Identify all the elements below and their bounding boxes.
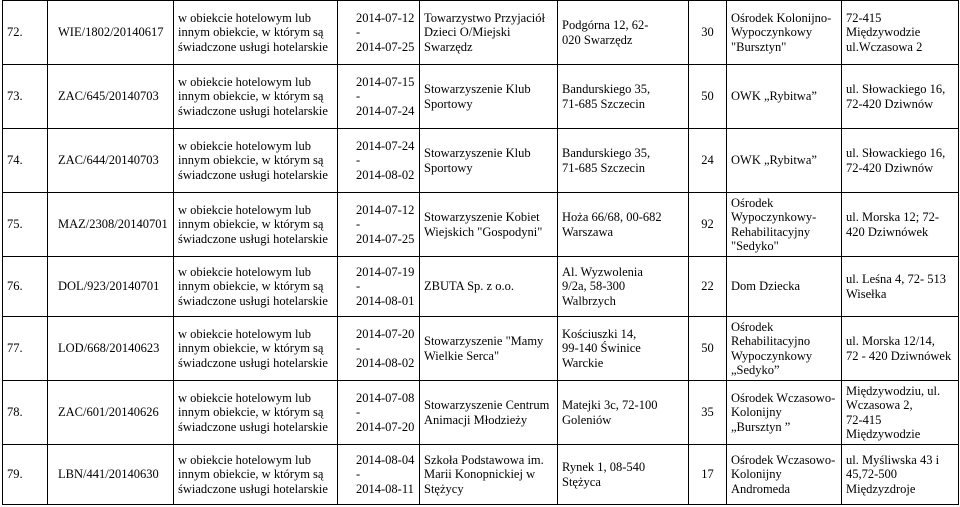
accommodation-type: w obiekcie hotelowym lub innym obiekcie, w którym są świadczone usługi hotelarskie [174,65,338,129]
date-range: 2014-07-12 - 2014-07-25 [338,193,420,257]
facility-address: ul. Słowackiego 16, 72-420 Dziwnów [842,129,959,193]
reference-number: DOL/923/20140701 [48,257,174,317]
facility-name: Dom Dziecka [727,257,842,317]
participant-count: 17 [689,445,727,505]
row-number: 73. [3,65,48,129]
accommodation-type: w obiekcie hotelowym lub innym obiekcie, w którym są świadczone usługi hotelarskie [174,317,338,381]
participant-count: 50 [689,65,727,129]
reference-number: MAZ/2308/20140701 [48,193,174,257]
date-range: 2014-07-19 - 2014-08-01 [338,257,420,317]
date-range: 2014-08-04 - 2014-08-11 [338,445,420,505]
facility-address: Międzywodziu, ul. Wczasowa 2, 72-415 Międzywodzie [842,381,959,445]
participant-count: 92 [689,193,727,257]
row-number: 74. [3,129,48,193]
organizer-address: Bandurskiego 35, 71-685 Szczecin [558,129,689,193]
participant-count: 50 [689,317,727,381]
accommodation-type: w obiekcie hotelowym lub innym obiekcie, w którym są świadczone usługi hotelarskie [174,1,338,65]
organizer-name: Stowarzyszenie "Mamy Wielkie Serca" [420,317,558,381]
table-row [3,445,959,505]
date-range: 2014-07-20 - 2014-08-02 [338,317,420,381]
row-number: 79. [3,445,48,505]
organizer-name: Stowarzyszenie Klub Sportowy [420,129,558,193]
date-range: 2014-07-08 - 2014-07-20 [338,381,420,445]
participant-count: 22 [689,257,727,317]
facility-name: Ośrodek Wypoczynkowy- Rehabilitacyjny "Sedyko" [727,193,842,257]
table-body [3,1,959,505]
organizer-address: Bandurskiego 35, 71-685 Szczecin [558,65,689,129]
reference-number: LOD/668/20140623 [48,317,174,381]
row-number: 78. [3,381,48,445]
row-number: 75. [3,193,48,257]
table-row [3,1,959,65]
organizer-name: Stowarzyszenie Klub Sportowy [420,65,558,129]
facility-name: Ośrodek Wczasowo- Kolonijny Andromeda [727,445,842,505]
table-row [3,193,959,257]
facility-address: ul. Morska 12; 72- 420 Dziwnówek [842,193,959,257]
table-row [3,257,959,317]
reference-number: WIE/1802/20140617 [48,1,174,65]
date-range: 2014-07-24 - 2014-08-02 [338,129,420,193]
camps-register-table [2,0,959,505]
organizer-address: Al. Wyzwolenia 9/2a, 58-300 Walbrzych [558,257,689,317]
participant-count: 35 [689,381,727,445]
participant-count: 24 [689,129,727,193]
facility-address: ul. Słowackiego 16, 72-420 Dziwnów [842,65,959,129]
organizer-name: Stowarzyszenie Kobiet Wiejskich "Gospodyni" [420,193,558,257]
date-range: 2014-07-12 - 2014-07-25 [338,1,420,65]
organizer-name: Stowarzyszenie Centrum Animacji Młodzieży [420,381,558,445]
reference-number: ZAC/645/20140703 [48,65,174,129]
table-row [3,381,959,445]
organizer-name: Szkoła Podstawowa im. Marii Konopnickiej w Stężycy [420,445,558,505]
facility-name: OWK „Rybitwa” [727,65,842,129]
table-row [3,317,959,381]
facility-name: OWK „Rybitwa” [727,129,842,193]
accommodation-type: w obiekcie hotelowym lub innym obiekcie, w którym są świadczone usługi hotelarskie [174,445,338,505]
table-row [3,65,959,129]
facility-name: Ośrodek Wczasowo- Kolonijny „Bursztyn ” [727,381,842,445]
organizer-address: Hoża 66/68, 00-682 Warszawa [558,193,689,257]
accommodation-type: w obiekcie hotelowym lub innym obiekcie, w którym są świadczone usługi hotelarskie [174,257,338,317]
facility-address: ul. Morska 12/14, 72 - 420 Dziwnówek [842,317,959,381]
row-number: 77. [3,317,48,381]
reference-number: LBN/441/20140630 [48,445,174,505]
facility-name: Ośrodek Kolonijno- Wypoczynkowy "Bursztyn" [727,1,842,65]
organizer-address: Matejki 3c, 72-100 Goleniów [558,381,689,445]
organizer-address: Rynek 1, 08-540 Stężyca [558,445,689,505]
reference-number: ZAC/644/20140703 [48,129,174,193]
reference-number: ZAC/601/20140626 [48,381,174,445]
facility-address: ul. Myśliwska 43 i 45,72-500 Międzyzdroje [842,445,959,505]
table-row [3,129,959,193]
organizer-name: ZBUTA Sp. z o.o. [420,257,558,317]
facility-name: Ośrodek Rehabilitacyjno Wypoczynkowy „Sedyko” [727,317,842,381]
accommodation-type: w obiekcie hotelowym lub innym obiekcie, w którym są świadczone usługi hotelarskie [174,129,338,193]
participant-count: 30 [689,1,727,65]
accommodation-type: w obiekcie hotelowym lub innym obiekcie, w którym są świadczone usługi hotelarskie [174,193,338,257]
organizer-address: Podgórna 12, 62- 020 Swarzędz [558,1,689,65]
organizer-address: Kościuszki 14, 99-140 Świnice Warckie [558,317,689,381]
row-number: 72. [3,1,48,65]
facility-address: ul. Leśna 4, 72- 513 Wisełka [842,257,959,317]
accommodation-type: w obiekcie hotelowym lub innym obiekcie, w którym są świadczone usługi hotelarskie [174,381,338,445]
organizer-name: Towarzystwo Przyjaciół Dzieci O/Miejski Swarzędz [420,1,558,65]
facility-address: 72-415 Międzywodzie ul.Wczasowa 2 [842,1,959,65]
date-range: 2014-07-15 - 2014-07-24 [338,65,420,129]
row-number: 76. [3,257,48,317]
